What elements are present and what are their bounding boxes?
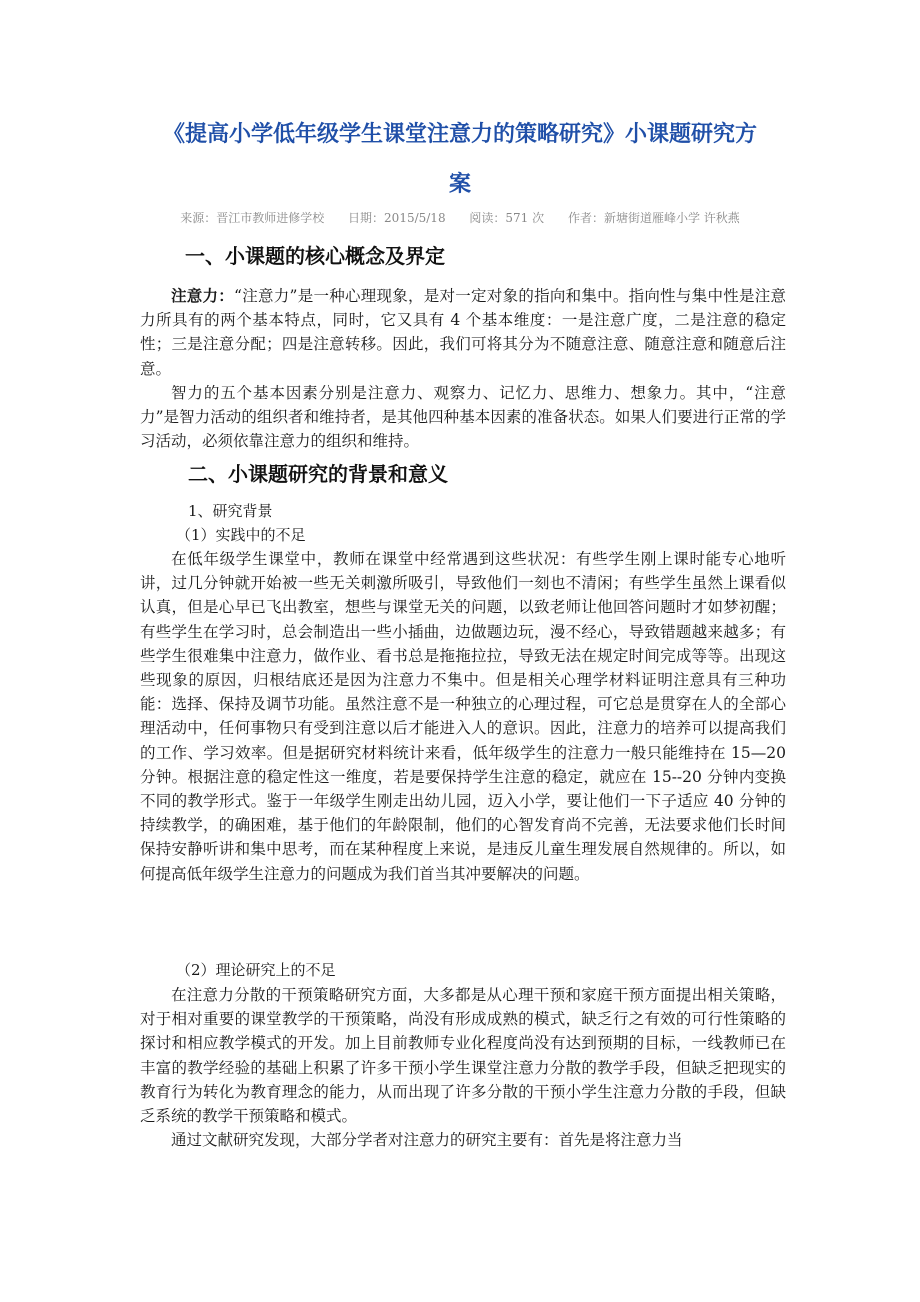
document-title-line-2: 案 xyxy=(448,172,471,197)
document-title-line-1: 《提高小学低年级学生课堂注意力的策略研究》小课题研究方 xyxy=(162,122,757,147)
research-background-subheading: 1、研究背景 xyxy=(188,502,273,520)
meta-date: 日期：2015/5/18 xyxy=(348,211,446,225)
attention-definition-paragraph xyxy=(140,284,786,381)
section-1-heading: 一、小课题的核心概念及界定 xyxy=(185,244,445,268)
theory-shortcoming-paragraph: 在注意力分散的干预策略研究方面，大多都是从心理干预和家庭干预方面提出相关策略，对于相对重要的课堂教学的干预策略，尚没有形成成熟的模式，缺乏行之有效的可行性策略的探讨和相应教学模式的开发。加上目前教师专业化程度尚没有达到预期的目标，一线教师已在丰富的教学经验的基础上积累了许多干预小学生课堂注意力分散的教学手段，但缺乏把现实的教育行为转化为教育理念的能力，从而出现了许多分散的干预小学生注意力分散的手段，但缺乏系统的教学干预策略和模式。 xyxy=(140,986,786,1126)
meta-source: 来源：晋江市教师进修学校 xyxy=(180,211,325,225)
intelligence-factors-paragraph: 智力的五个基本因素分别是注意力、观察力、记忆力、思维力、想象力。其中，“注意力”是智力活动的组织者和维持者，是其他四种基本因素的准备状态。如果人们要进行正常的学习活动，必须依靠注意力的组织和维持。 xyxy=(140,383,786,451)
section-2-heading: 二、小课题研究的背景和意义 xyxy=(188,462,448,486)
practice-shortcoming-body xyxy=(140,547,802,886)
attention-definition-text: “注意力”是一种心理现象，是对一定对象的指向和集中。指向性与集中性是注意力所具有的两个基本特点，同时，它又具有 4 个基本维度：一是注意广度，二是注意的稳定性；三是注意分配；四是注意转移。因此，我们可将其分为不随意注意、随意注意和随意后注意。 xyxy=(140,287,786,378)
practice-shortcoming-subheading: （1）实践中的不足 xyxy=(176,526,306,544)
meta-author: 作者：新塘街道雁峰小学 许秋燕 xyxy=(567,211,740,225)
meta-reads: 阅读：571 次 xyxy=(469,211,545,225)
practice-shortcoming-paragraph: 在低年级学生课堂中，教师在课堂中经常遇到这些状况：有些学生刚上课时能专心地听讲，过几分钟就开始被一些无关刺激所吸引，导致他们一刻也不清闲；有些学生虽然上课看似认真，但是心早已飞出教室，想些与课堂无关的问题，以致老师让他回答问题时才如梦初醒；有些学生在学习时，总会制造出一些小插曲，边做题边玩，漫不经心，导致错题越来越多；有些学生很难集中注意力，做作业、看书总是拖拖拉拉，导致无法在规定时间完成等等。出现这些现象的原因，归根结底还是因为注意力不集中。但是相关心理学材料证明注意具有三种功能：选择、保持及调节功能。虽然注意不是一种独立的心理过程，可它总是贯穿在人的全部心理活动中，任何事物只有受到注意以后才能进入人的意识。因此，注意力的培养可以提高我们的工作、学习效率。但是据研究材料统计来看，低年级学生的注意力一般只能维持在 15—20 分钟。根据注意的稳定性这一维度，若是要保持学生注意的稳定，就应在 15--20 分钟内变换不同的教学形式。鉴于一年级学生刚走出幼儿园，迈入小学，要让他们一下子适应 40 分钟的持续教学，的确困难，基于他们的年龄限制，他们的心智发育尚不完善，无法要求他们长时间保持安静听讲和集中思考，而在某种程度上来说，是违反儿童生理发展自然规律的。所以，如何提高低年级学生注意力的问题成为我们首当其冲要解决的问题。 xyxy=(140,550,802,883)
literature-review-paragraph: 通过文献研究发现，大部分学者对注意力的研究主要有：首先是将注意力当 xyxy=(171,1131,683,1150)
theory-shortcoming-subheading: （2）理论研究上的不足 xyxy=(176,961,336,979)
attention-term: 注意力： xyxy=(171,287,235,305)
document-meta xyxy=(100,208,820,228)
theory-shortcoming-body xyxy=(140,983,786,1152)
section-1-body xyxy=(140,284,786,453)
